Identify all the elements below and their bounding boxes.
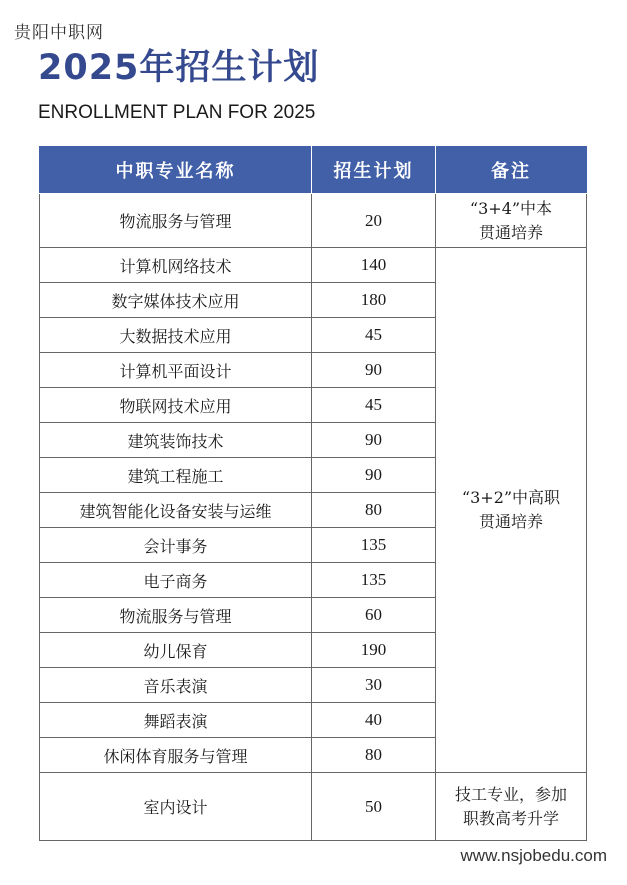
major-cell: 会计事务 (40, 528, 312, 563)
major-cell: 物流服务与管理 (40, 194, 312, 248)
table-header-row (40, 147, 587, 194)
column-header-major: 中职专业名称 (40, 147, 312, 194)
note-line: “3+2”中高职 (461, 488, 561, 507)
site-name: 贵阳中职网 (14, 23, 104, 43)
major-cell: 物流服务与管理 (40, 598, 312, 633)
major-cell: 幼儿保育 (40, 633, 312, 668)
major-cell: 电子商务 (40, 563, 312, 598)
page-title: 2025年招生计划 (38, 48, 320, 88)
major-cell: 数字媒体技术应用 (40, 283, 312, 318)
major-cell: 建筑工程施工 (40, 458, 312, 493)
plan-cell: 135 (312, 563, 436, 598)
major-cell: 大数据技术应用 (40, 318, 312, 353)
table-row (40, 194, 587, 248)
plan-cell: 60 (312, 598, 436, 633)
enrollment-table (39, 146, 587, 841)
major-cell: 休闲体育服务与管理 (40, 738, 312, 773)
plan-cell: 140 (312, 248, 436, 283)
major-cell: 计算机平面设计 (40, 353, 312, 388)
plan-cell: 135 (312, 528, 436, 563)
plan-cell: 20 (312, 194, 436, 248)
page-subtitle: ENROLLMENT PLAN FOR 2025 (38, 102, 316, 123)
note-cell (436, 248, 587, 773)
major-cell: 舞蹈表演 (40, 703, 312, 738)
plan-cell: 90 (312, 423, 436, 458)
plan-cell: 45 (312, 388, 436, 423)
note-line: 贯通培养 (478, 222, 543, 242)
note-line: 技工专业，参加 (454, 784, 567, 804)
plan-cell: 40 (312, 703, 436, 738)
major-cell: 音乐表演 (40, 668, 312, 703)
table-row (40, 773, 587, 841)
column-header-note: 备注 (436, 147, 587, 194)
plan-cell: 80 (312, 738, 436, 773)
note-cell (436, 194, 587, 248)
major-cell: 计算机网络技术 (40, 248, 312, 283)
plan-cell: 50 (312, 773, 436, 841)
note-cell (436, 773, 587, 841)
table-row (40, 248, 587, 283)
note-line: 职教高考升学 (462, 808, 559, 828)
major-cell: 建筑智能化设备安装与运维 (40, 493, 312, 528)
note-line: “3+4”中本 (469, 198, 553, 218)
column-header-plan: 招生计划 (312, 147, 436, 194)
plan-cell: 30 (312, 668, 436, 703)
major-cell: 室内设计 (40, 773, 312, 841)
website-url: www.nsjobedu.com (460, 846, 607, 865)
plan-cell: 80 (312, 493, 436, 528)
major-cell: 建筑装饰技术 (40, 423, 312, 458)
major-cell: 物联网技术应用 (40, 388, 312, 423)
note-line: 贯通培养 (478, 512, 543, 531)
plan-cell: 190 (312, 633, 436, 668)
plan-cell: 90 (312, 353, 436, 388)
plan-cell: 45 (312, 318, 436, 353)
plan-cell: 180 (312, 283, 436, 318)
plan-cell: 90 (312, 458, 436, 493)
